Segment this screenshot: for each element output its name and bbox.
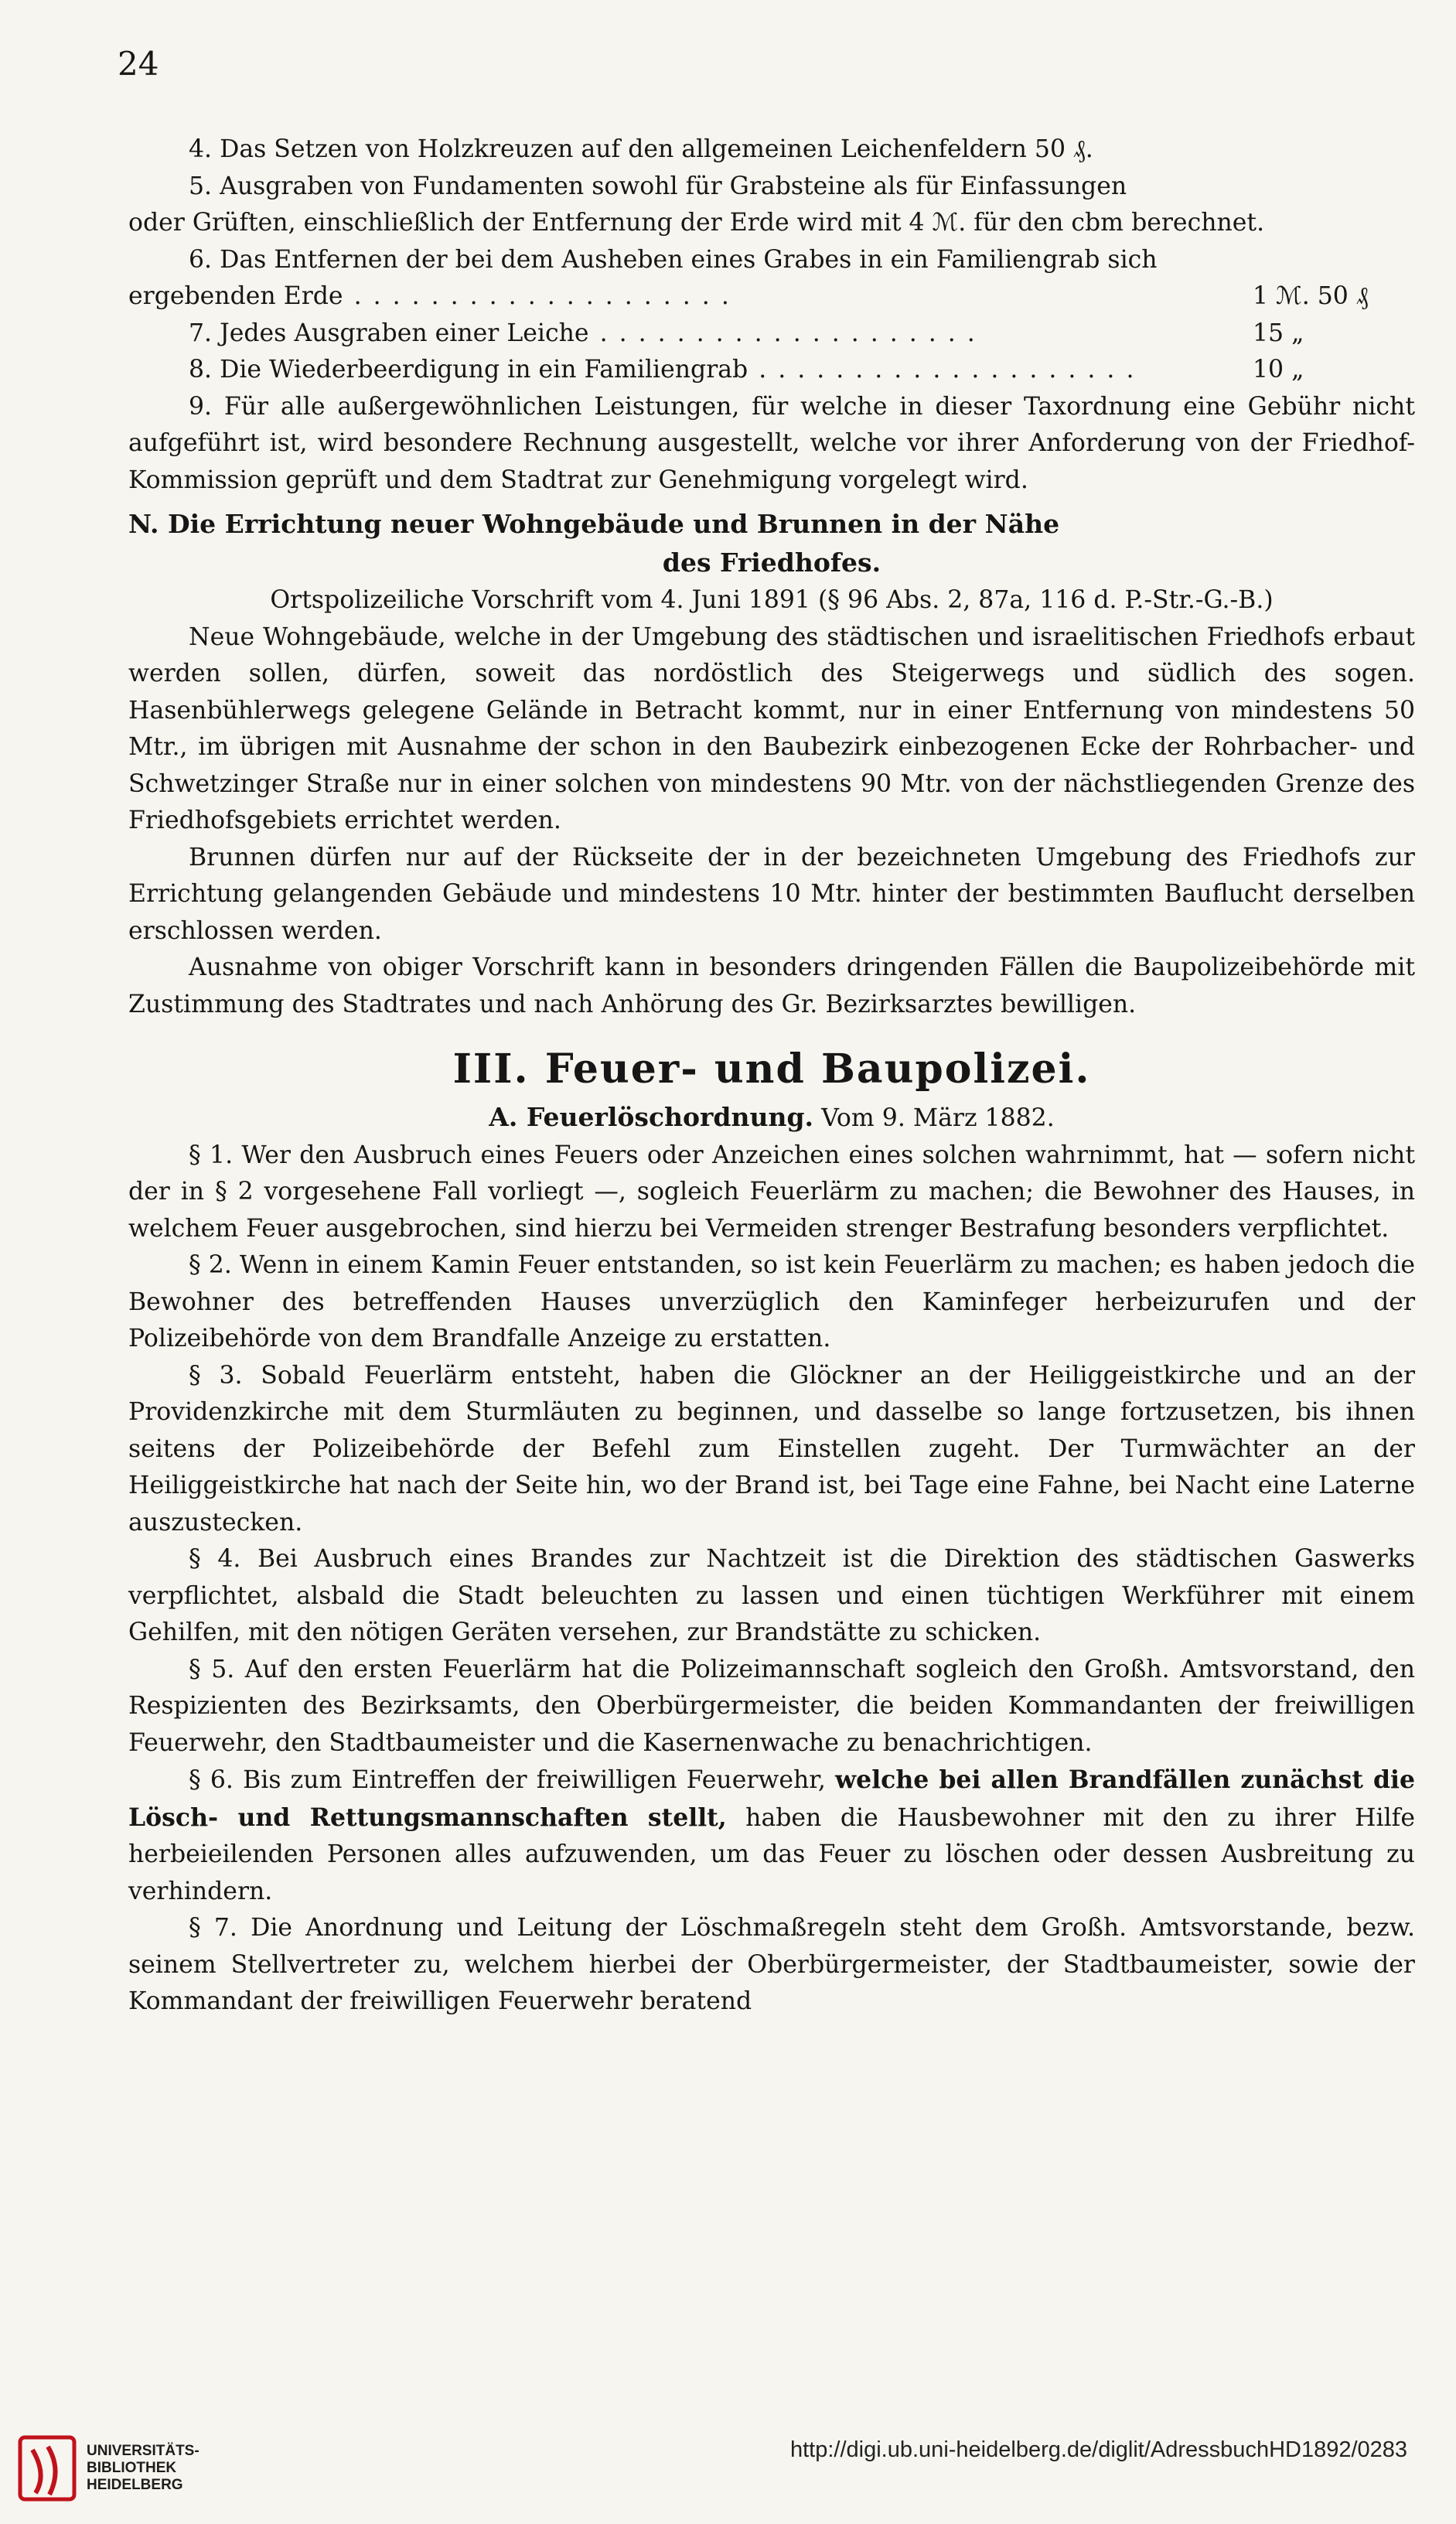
subsection-a-date: Vom 9. März 1882. (821, 1104, 1055, 1132)
fee-item-9: 9. Für alle außergewöhnlichen Leistungen, für welche in dieser Taxordnung eine Gebühr nicht aufgeführt ist, wird besondere Rechnung ausgestellt, welche vor ihrer Anforderung von der Friedhof-Kommission geprüft und dem Stadtrat zur Genehmigung vorgelegt wird. (128, 392, 1415, 494)
paragraph-4: § 4. Bei Ausbruch eines Brandes zur Nachtzeit ist die Direktion des städtischen Gaswerks verpflichtet, alsbald die Stadt beleuchten zu lassen und einen tüchtigen Werkführer mit einem Gehilfen, mit den nötigen Geräten versehen, zur Brandstätte zu schicken. (128, 1545, 1415, 1646)
section-n-paragraph: Ausnahme von obiger Vorschrift kann in besonders dringenden Fällen die Baupolizeibehörde mit Zustimmung des Stadtrates und nach Anhörung des Gr. Bezirksarztes bewilligen. (128, 953, 1415, 1018)
paragraph-3: § 3. Sobald Feuerlärm entsteht, haben die Glöckner an der Heiliggeistkirche und an der Providenzkirche mit dem Sturmläuten zu beginnen, und dasselbe so lange fortzusetzen, bis ihnen seitens der Polizeibehörde der Befehl zum Einstellen zugeht. Der Turmwächter an der Heiliggeistkirche hat nach der Seite hin, wo der Brand ist, bei Tage eine Fahne, bei Nacht eine Laterne auszustecken. (128, 1361, 1415, 1537)
leader-dots: .................... (759, 356, 1146, 384)
page-text-body (128, 131, 1415, 2021)
paragraph-5: § 5. Auf den ersten Feuerlärm hat die Polizeimannschaft sogleich den Großh. Amtsvorstand, den Respizienten des Bezirksamts, den Oberbürgermeister, die beiden Kommandanten der freiwilligen Feuerwehr, den Stadtbaumeister und die Kasernenwache zu benachrichtigen. (128, 1655, 1415, 1757)
section-n-heading-cont: des Friedhofes. (662, 547, 881, 578)
fee-item-7 (128, 316, 1415, 353)
fee-item-5: 5. Ausgraben von Fundamenten sowohl für Grabsteine als für Einfassungen (189, 172, 1127, 200)
fee-item-5-cont: oder Grüften, einschließlich der Entfernung der Erde wird mit 4 ℳ. für den cbm berechnet. (128, 209, 1265, 237)
library-logo-text (87, 2443, 199, 2494)
paragraph-2: § 2. Wenn in einem Kamin Feuer entstanden, so ist kein Feuerlärm zu machen; es haben jedoch die Bewohner des betreffenden Hauses unverzüglich den Kaminfeger herbeizurufen und der Polizeibehörde von dem Brandfalle Anzeige zu erstatten. (128, 1251, 1415, 1352)
subsection-a-title: A. Feuerlöschordnung. (489, 1102, 814, 1132)
section-n-paragraph: Neue Wohngebäude, welche in der Umgebung des städtischen und israelitischen Friedhofs erbaut werden sollen, dürfen, soweit das nordöstlich des Steigerwegs und südlich des sogen. Hasenbühlerwegs gelegene Gelände in Betracht kommt, nur in einer Entfernung von mindestens 50 Mtr., im übrigen mit Ausnahme der schon in den Baubezirk einbezogenen Ecke der Rohrbacher- und Schwetzinger Straße nur in einer solchen von mindestens 90 Mtr. von der nächstliegenden Grenze des Friedhofsgebiets errichtet werden. (128, 622, 1415, 834)
paragraph-6-bold: welche bei allen Brandfällen zunächst die Lösch- und Rettungsmannschaften stellt, (128, 1765, 1415, 1832)
fee-item-8-label: 8. Die Wiederbeerdigung in ein Familiengrab (189, 356, 748, 384)
fee-item-4: 4. Das Setzen von Holzkreuzen auf den allgemeinen Leichenfeldern 50 ₰. (189, 135, 1093, 163)
page-number: 24 (118, 45, 159, 83)
logo-line: HEIDELBERG (87, 2477, 183, 2493)
section-n-paragraph: Brunnen dürfen nur auf der Rückseite der in der bezeichneten Umgebung des Friedhofs zur Errichtung gelangenden Gebäude und mindestens 10 Mtr. hinter der bestimmten Bauflucht derselben erschlossen werden. (128, 843, 1415, 945)
fee-item-6: 6. Das Entfernen der bei dem Ausheben eines Grabes in ein Familiengrab sich (189, 245, 1158, 274)
source-url-link[interactable]: http://digi.ub.uni-heidelberg.de/diglit/AdressbuchHD1892/0283 (790, 2437, 1408, 2462)
fee-item-6-line (128, 278, 1415, 316)
section-n-subtitle: Ortspolizeiliche Vorschrift vom 4. Juni 1891 (§ 96 Abs. 2, 87a, 116 d. P.-Str.-G.-B.) (270, 586, 1274, 614)
logo-line: UNIVERSITÄTS- (87, 2443, 199, 2459)
fee-item-8 (128, 352, 1415, 389)
subsection-a-heading (128, 1099, 1415, 1138)
paragraph-7: § 7. Die Anordnung und Leitung der Löschmaßregeln steht dem Großh. Amtsvorstande, bezw. seinem Stellvertreter zu, welchem hierbei der Oberbürgermeister, der Stadtbaumeister, sowie der Kommandant der freiwilligen Feuerwehr beratend (128, 1914, 1415, 2015)
logo-line: BIBLIOTHEK (87, 2460, 177, 2476)
leader-dots: .................... (353, 282, 741, 310)
library-logo-icon (17, 2431, 77, 2505)
section-n-heading: N. Die Errichtung neuer Wohngebäude und Brunnen in der Nähe (128, 509, 1060, 539)
section-iii-heading: III. Feuer- und Baupolizei. (452, 1045, 1091, 1093)
fee-item-7-value: 15 „ (1253, 319, 1304, 347)
library-logo[interactable] (17, 2431, 199, 2505)
fee-item-7-label: 7. Jedes Ausgraben einer Leiche (189, 319, 589, 347)
fee-item-8-value: 10 „ (1253, 356, 1304, 384)
paragraph-6-start: § 6. Bis zum Eintreffen der freiwilligen Feuerwehr, (189, 1766, 836, 1794)
paragraph-6 (128, 1762, 1415, 1910)
leader-dots: .................... (599, 319, 987, 347)
paragraph-6-end: haben die Hausbewohner mit den zu ihrer Hilfe herbeieilenden Personen alles aufzuwenden, um das Feuer zu löschen oder dessen Ausbreitung zu verhindern. (128, 1803, 1415, 1905)
fee-item-6-label: ergebenden Erde (128, 282, 343, 310)
footer (0, 2413, 1456, 2524)
paragraph-1: § 1. Wer den Ausbruch eines Feuers oder Anzeichen eines solchen wahrnimmt, hat — sofern nicht der in § 2 vorgesehene Fall vorliegt —, sogleich Feuerlärm zu machen; die Bewohner des Hauses, in welchem Feuer ausgebrochen, sind hierzu bei Vermeiden strenger Bestrafung besonders verpflichtet. (128, 1141, 1415, 1243)
fee-item-6-value: 1 ℳ. 50 ₰ (1253, 282, 1369, 310)
